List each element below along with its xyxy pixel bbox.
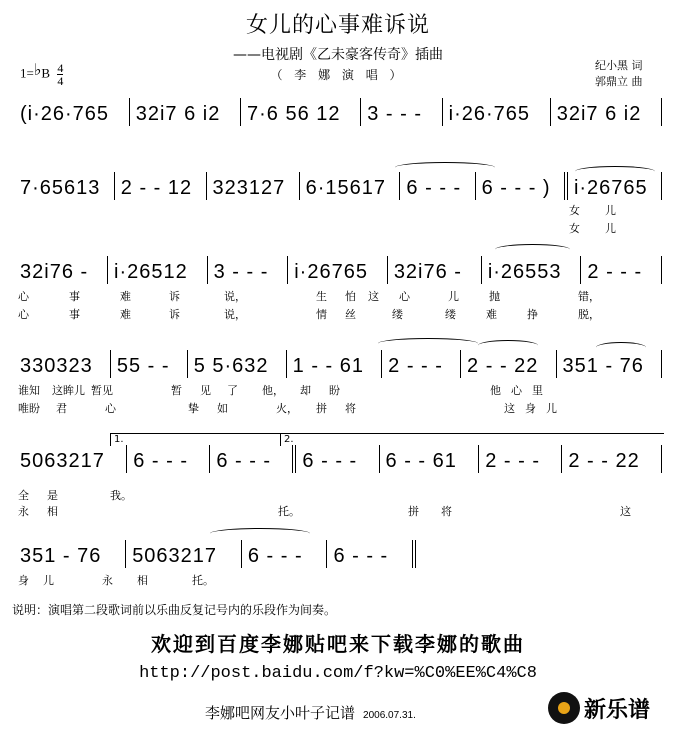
bar: i·26765 xyxy=(568,172,662,200)
song-title: 女儿的心事难诉说 xyxy=(245,13,430,38)
lyricist: 纪小黑 词 xyxy=(595,59,643,72)
bar: 5 5·632 xyxy=(188,350,287,378)
bar: 330323 xyxy=(14,350,111,378)
bar: 5063217 xyxy=(126,540,242,568)
bar: 2 - - - xyxy=(382,350,461,378)
bar: 6 - - - ) xyxy=(476,172,568,200)
bar: 2 - - - xyxy=(479,445,562,473)
tieba-link[interactable]: http://post.baidu.com/f?kw=%C0%EE%C4%C8 xyxy=(139,664,537,683)
welcome-banner: 欢迎到百度李娜贴吧来下载李娜的歌曲 xyxy=(151,632,525,656)
key-signature: 1=♭B $\frac{4}{4}$ xyxy=(20,61,64,88)
bar: 32i76 - xyxy=(388,256,482,284)
credits xyxy=(595,58,643,90)
logo-text: 新乐谱 xyxy=(584,697,651,723)
bar: 7·6 56 12 xyxy=(241,98,361,126)
volta-2: 2. xyxy=(280,433,664,446)
vinyl-record-icon xyxy=(548,692,580,724)
bar: i·26512 xyxy=(108,256,208,284)
xinyuepu-logo xyxy=(548,692,650,724)
bar: 3 - - - xyxy=(361,98,442,126)
bar: 323127 xyxy=(207,172,300,200)
transcription-date: 2006.07.31. xyxy=(363,710,416,721)
bar: 6 - - - xyxy=(210,445,296,473)
bar: 6 - - 61 xyxy=(380,445,480,473)
time-signature: $\frac{4}{4}$ xyxy=(57,61,64,88)
bar: i·26·765 xyxy=(443,98,551,126)
composer: 郭鼎立 曲 xyxy=(595,75,643,88)
volta-1: 1. xyxy=(110,433,280,446)
bar: 6 - - - xyxy=(400,172,475,200)
bar: 6 - - - xyxy=(296,445,379,473)
bar: 351 - 76 xyxy=(557,350,663,378)
bar: 6·15617 xyxy=(300,172,401,200)
bar: 32i7 6 i2 xyxy=(551,98,662,126)
bar: 2 - - 22 xyxy=(461,350,556,378)
bar: 1 - - 61 xyxy=(287,350,382,378)
bar: 55 - - xyxy=(111,350,188,378)
bar: 2 - - 22 xyxy=(562,445,662,473)
bar: i·26765 xyxy=(288,256,388,284)
bar: 32i7 6 i2 xyxy=(130,98,241,126)
bar: i·26553 xyxy=(482,256,582,284)
bar: 6 - - - xyxy=(127,445,210,473)
transcriber-signature: 李娜吧网友小叶子记谱 2006.07.31. xyxy=(205,704,416,722)
singer-credit: （ 李 娜 演 唱 ） xyxy=(270,68,406,82)
bar: 6 - - - xyxy=(242,540,328,568)
flat-icon: ♭ xyxy=(33,62,42,80)
song-subtitle: ——电视剧《乙未豪客传奇》插曲 xyxy=(233,47,443,63)
bar: 32i76 - xyxy=(14,256,108,284)
bar: 5063217 xyxy=(14,445,127,473)
performance-note: 说明：演唱第二段歌词前以乐曲反复记号内的乐段作为间奏。 xyxy=(12,603,337,617)
bar: 2 - - - xyxy=(581,256,662,284)
bar: 351 - 76 xyxy=(14,540,126,568)
bar: (i·26·765 xyxy=(14,98,130,126)
bar: 7·65613 xyxy=(14,172,115,200)
bar: 6 - - - xyxy=(327,540,416,568)
bar: 3 - - - xyxy=(208,256,289,284)
bar: 2 - - 12 xyxy=(115,172,207,200)
